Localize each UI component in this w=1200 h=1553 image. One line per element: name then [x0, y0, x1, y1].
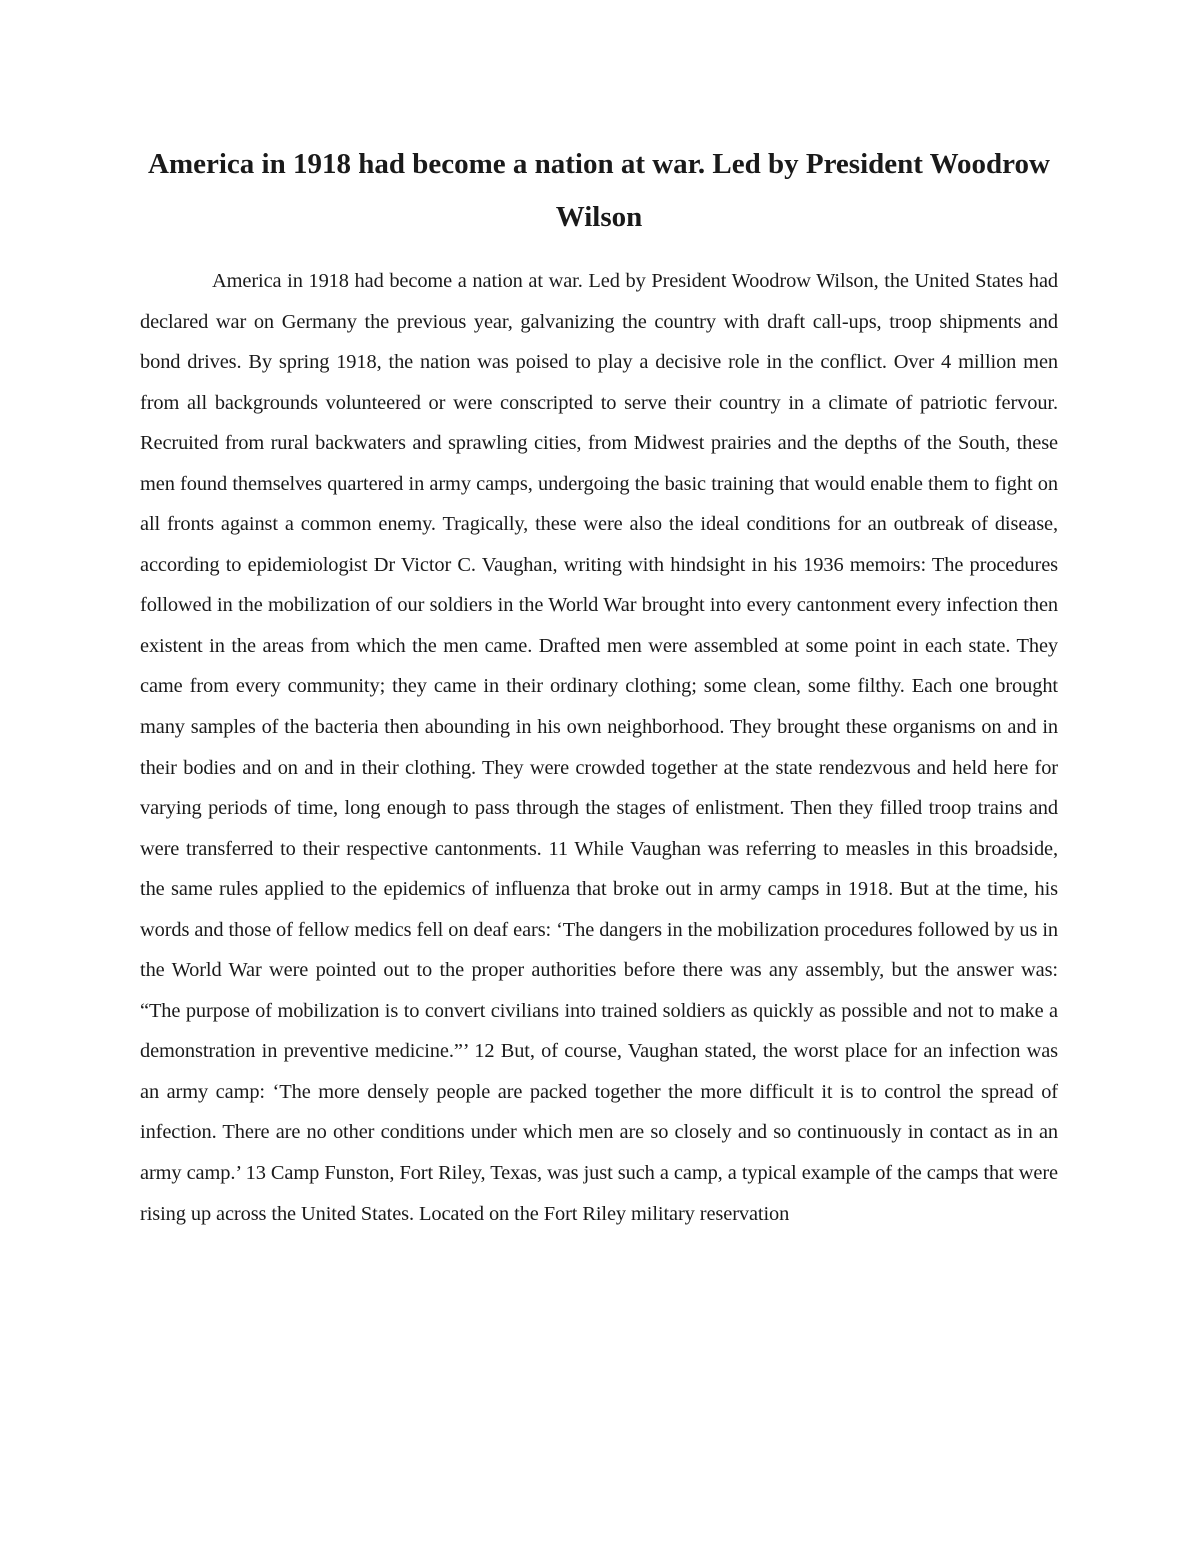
document-body-paragraph: America in 1918 had become a nation at war. Led by President Woodrow Wilson, the United States had declared war on Germany the previous year, galvanizing the country with draft call-ups, troop shipments and bond drives. By spring 1918, the nation was poised to play a decisive role in the conflict. Over 4 million men from all backgrounds volunteered or were conscripted to serve their country in a climate of patriotic fervour. Recruited from rural backwaters and sprawling cities, from Midwest prairies and the depths of the South, these men found themselves quartered in army camps, undergoing the basic training that would enable them to fight on all fronts against a common enemy. Tragically, these were also the ideal conditions for an outbreak of disease, according to epidemiologist Dr Victor C. Vaughan, writing with hindsight in his 1936 memoirs: The procedures followed in the mobilization of our soldiers in the World War brought into every cantonment every infection then existent in the areas from which the men came. Drafted men were assembled at some point in each state. They came from every community; they came in their ordinary clothing; some clean, some filthy. Each one brought many samples of the bacteria then abounding in his own neighborhood. They brought these organisms on and in their bodies and on and in their clothing. They were crowded together at the state rendezvous and held here for varying periods of time, long enough to pass through the stages of enlistment. Then they filled troop trains and were transferred to their respective cantonments. 11 While Vaughan was referring to measles in this broadside, the same rules applied to the epidemics of influenza that broke out in army camps in 1918. But at the time, his words and those of fellow medics fell on deaf ears: ‘The dangers in the mobilization procedures followed by us in the World War were pointed out to the proper authorities before there was any assembly, but the answer was: “The purpose of mobilization is to convert civilians into trained soldiers as quickly as possible and not to make a demonstration in preventive medicine.”’ 12 But, of course, Vaughan stated, the worst place for an infection was an army camp: ‘The more densely people are packed together the more difficult it is to control the spread of infection. There are no other conditions under which men are so closely and so continuously in contact as in an army camp.’ 13 Camp Funston, Fort Riley, Texas, was just such a camp, a typical example of the camps that were rising up across the United States. Located on the Fort Riley military reservation [140, 270, 1058, 1225]
document-title: America in 1918 had become a nation at war. Led by President Woodrow Wilson [148, 148, 1050, 233]
